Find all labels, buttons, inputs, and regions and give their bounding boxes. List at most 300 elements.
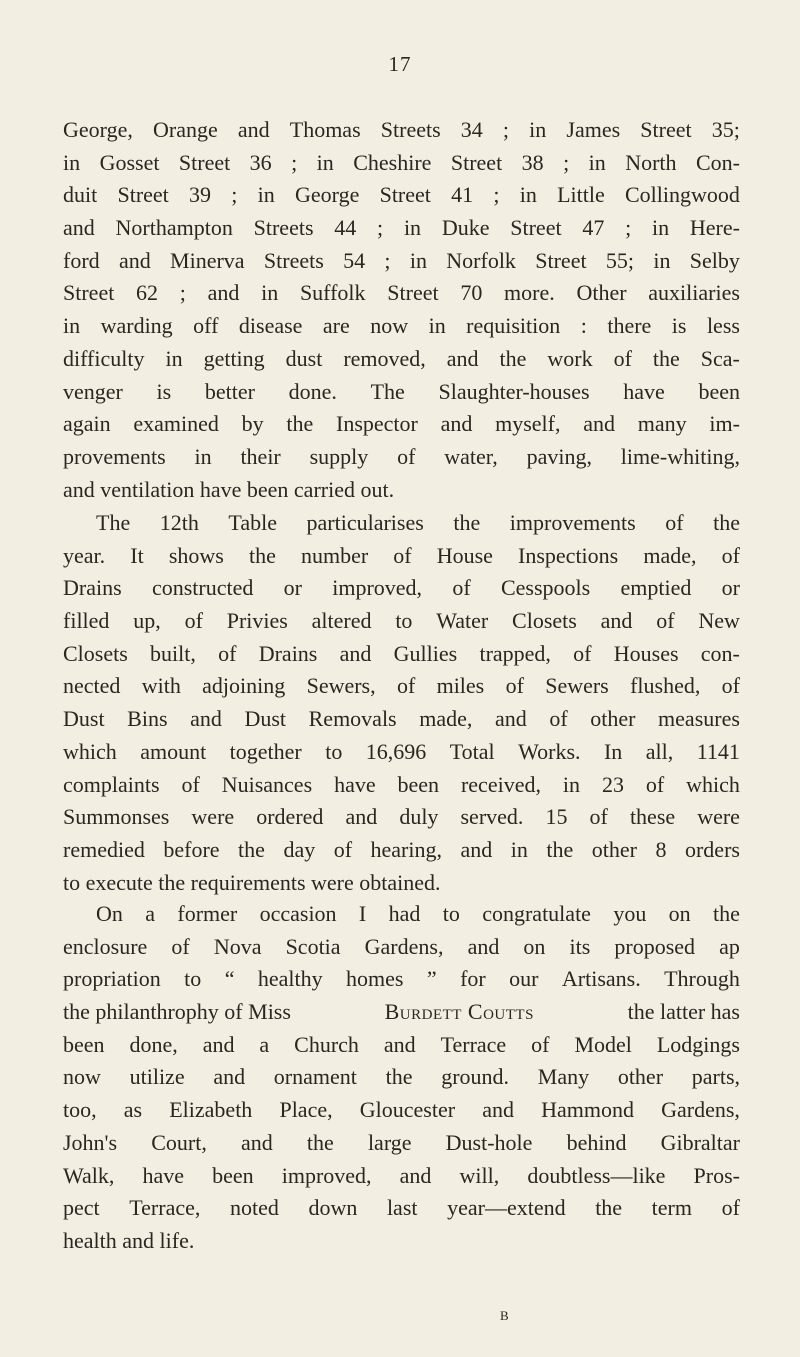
text-line [63, 572, 740, 605]
word: in [63, 313, 81, 339]
word: healthy [257, 966, 323, 992]
word: North [625, 149, 677, 175]
word: constructed [151, 575, 254, 601]
paragraph-2 [63, 507, 740, 899]
word: have [334, 771, 376, 797]
word: in [562, 771, 581, 797]
word: Summonses [63, 804, 170, 830]
word: proposed [614, 933, 696, 959]
word: of [171, 933, 190, 959]
word: the [286, 411, 314, 437]
word: now [370, 313, 409, 339]
word: on [523, 933, 546, 959]
word: other [590, 706, 636, 732]
word: the [248, 542, 276, 568]
word: term [651, 1195, 692, 1221]
text-line [63, 310, 740, 343]
word: Gardens, [661, 1097, 740, 1123]
word: Gullies [393, 640, 458, 666]
word: ” [426, 966, 437, 992]
word: in [428, 313, 446, 339]
word: in [529, 117, 547, 142]
text-line [63, 963, 740, 996]
text-line: health and life. [63, 1227, 195, 1253]
text-line [63, 343, 740, 376]
word: been [698, 378, 740, 404]
word: I [358, 901, 367, 926]
word: been [397, 771, 440, 797]
word: paving, [526, 443, 592, 469]
word: Little [557, 182, 605, 208]
word: Streets [253, 215, 314, 241]
word: New [698, 608, 740, 634]
word: In [603, 738, 623, 764]
word: George [294, 182, 360, 208]
text-line [63, 212, 740, 245]
word: to [325, 738, 343, 764]
word: is [671, 313, 687, 339]
word: duit [63, 182, 98, 208]
text-line [63, 1127, 740, 1160]
word: difficulty [63, 345, 145, 371]
word: in [510, 836, 528, 862]
text-line [63, 703, 740, 736]
word: of [218, 640, 237, 666]
word: Table [228, 510, 277, 535]
word: in [194, 443, 212, 469]
word: congratulate [482, 901, 591, 926]
text-line: and ventilation have been carried out. [63, 476, 395, 502]
word: in [519, 182, 537, 208]
word: Bins [127, 706, 168, 732]
word: homes [346, 966, 404, 992]
word: in [652, 215, 670, 241]
word: to [395, 608, 413, 634]
word: occasion [259, 901, 337, 926]
word: on [668, 901, 691, 926]
word: in [403, 215, 422, 241]
word: ; [384, 247, 391, 273]
word: you [613, 901, 647, 926]
word: by [241, 411, 264, 437]
word: and [213, 1064, 246, 1090]
word: Dust-hole [445, 1129, 533, 1155]
word: up, [133, 608, 161, 634]
word: work [547, 345, 593, 371]
word: Sca- [700, 345, 740, 371]
word: were [191, 804, 235, 830]
word: dust [285, 345, 323, 371]
text-line [63, 277, 740, 310]
word: Cheshire [353, 149, 432, 175]
word: other [591, 836, 637, 862]
word: Terrace, [129, 1195, 201, 1221]
word: 16,696 [365, 738, 427, 764]
word: of [721, 1195, 740, 1221]
word: behind [566, 1129, 627, 1155]
word: the [595, 1195, 623, 1221]
word: Houses [613, 640, 679, 666]
word: received, [460, 771, 541, 797]
text-line [63, 408, 740, 441]
word: lime-whiting, [620, 443, 740, 469]
word: of [589, 804, 608, 830]
word: together [229, 738, 302, 764]
word: of [721, 673, 740, 699]
word: pect [63, 1195, 100, 1221]
word: and [339, 640, 372, 666]
word: particularises [306, 510, 424, 535]
word: the [546, 836, 574, 862]
word: a [259, 1031, 270, 1057]
word: Gloucester [359, 1097, 456, 1123]
word: noted [229, 1195, 279, 1221]
word: made, [643, 542, 697, 568]
word: provements [63, 443, 166, 469]
word: Total [449, 738, 495, 764]
word: Streets [380, 117, 441, 142]
word: remedied [63, 836, 145, 862]
word: Street [63, 280, 115, 306]
word: former [177, 901, 238, 926]
word: Slaughter-houses [438, 378, 590, 404]
word: ; [563, 149, 570, 175]
word: filled [63, 608, 110, 634]
word: in [257, 182, 275, 208]
word: our [509, 966, 539, 992]
word: 62 [136, 280, 159, 306]
word: in [165, 345, 183, 371]
word: 36 [249, 149, 272, 175]
word: Terrace [440, 1031, 507, 1057]
word: Nova [213, 933, 262, 959]
word: 8 [655, 836, 667, 862]
word: 23 [601, 771, 624, 797]
text-line [63, 245, 740, 278]
word: im- [709, 411, 740, 437]
word: duly [399, 804, 439, 830]
word: year. [63, 542, 106, 568]
word: 35; [711, 117, 740, 142]
word: been [63, 1031, 105, 1057]
word: of [397, 443, 416, 469]
word: Dust [244, 706, 287, 732]
word: “ [224, 966, 235, 992]
word: of [333, 836, 353, 862]
word: Other [576, 280, 627, 306]
word: now [63, 1064, 101, 1090]
word: the [652, 345, 680, 371]
word: Orange [152, 117, 218, 142]
word: of [656, 608, 675, 634]
word: and [440, 411, 473, 437]
word: Streets [263, 247, 324, 273]
text-line [63, 736, 740, 769]
word: ; [502, 117, 510, 142]
word: House [436, 542, 493, 568]
word: ordered [256, 804, 324, 830]
word: in [63, 149, 81, 175]
word: 12th [159, 510, 199, 535]
word: which [63, 738, 117, 764]
text-line: to execute the requirements were obtained. [63, 869, 441, 895]
word: number [300, 542, 369, 568]
word: Thomas [289, 117, 361, 142]
word: as [123, 1097, 143, 1123]
word: in [653, 247, 671, 273]
word: Northampton [115, 215, 233, 241]
word: more. [504, 280, 555, 306]
word: the [499, 345, 527, 371]
word: emptied [620, 575, 692, 601]
word: are [322, 313, 350, 339]
word: of [184, 608, 203, 634]
word: Con- [695, 149, 740, 175]
word: amount [140, 738, 207, 764]
word: disease [238, 313, 303, 339]
word: 41 [451, 182, 474, 208]
word: improved, [281, 1162, 372, 1188]
word: done, [129, 1031, 178, 1057]
word: 54 [343, 247, 366, 273]
word: Sewers, [306, 673, 376, 699]
page-number: 17 [388, 52, 412, 76]
word: Walk, [63, 1162, 115, 1188]
word: utilize [129, 1064, 185, 1090]
word: Removals [308, 706, 397, 732]
word: year—extend [447, 1195, 566, 1221]
word: will, [459, 1162, 500, 1188]
word: their [240, 443, 281, 469]
word: Norfolk [446, 247, 516, 273]
word: examined [133, 411, 219, 437]
text-line [63, 605, 740, 638]
word: in [261, 280, 279, 306]
word: ; [625, 215, 632, 241]
word: its [569, 933, 591, 959]
word: of [721, 542, 740, 568]
paragraph-1 [63, 114, 740, 506]
text-line [63, 114, 740, 147]
word: warding [100, 313, 173, 339]
word: Collingwood [624, 182, 740, 208]
word: Drains [63, 575, 122, 601]
word: of [531, 1031, 550, 1057]
word: with [141, 673, 181, 699]
word: getting [203, 345, 265, 371]
word: removed, [343, 345, 426, 371]
word: 1141 [696, 738, 740, 764]
word: flushed, [630, 673, 701, 699]
word: day [283, 836, 316, 862]
person-name: Burdett Coutts [384, 999, 534, 1025]
word: of [573, 640, 592, 666]
word: many [637, 411, 687, 437]
word: were [697, 804, 740, 830]
word: supply [309, 443, 369, 469]
word: and [345, 804, 378, 830]
text-line [63, 1029, 740, 1062]
word: doubtless—like [527, 1162, 666, 1188]
word: Gibraltar [660, 1129, 740, 1155]
word: Court, [151, 1129, 207, 1155]
word: Drains [258, 640, 318, 666]
word: the [238, 836, 265, 862]
word: which [686, 771, 740, 797]
word: and [202, 1031, 235, 1057]
word: down [308, 1195, 358, 1221]
word: these [629, 804, 676, 830]
word: miles [436, 673, 485, 699]
word: adjoining [202, 673, 286, 699]
signature-mark: B [500, 1308, 510, 1323]
word: of [645, 771, 665, 797]
word: Artisans. [561, 966, 641, 992]
word: made, [419, 706, 473, 732]
word: 38 [521, 149, 544, 175]
word: Duke [441, 215, 490, 241]
word: and [63, 215, 95, 241]
word: The [370, 378, 405, 404]
text-line [63, 670, 740, 703]
word: Gosset [99, 149, 160, 175]
word: ; [291, 149, 298, 175]
text-line [63, 376, 740, 409]
word: 44 [334, 215, 357, 241]
word: or [721, 575, 740, 601]
word: Scotia [285, 933, 341, 959]
word: the [713, 901, 740, 926]
word: ; [231, 182, 238, 208]
word: Here- [689, 215, 740, 241]
word: The [96, 510, 131, 535]
word: Elizabeth [169, 1097, 253, 1123]
word: Through [664, 966, 740, 992]
word: : [580, 313, 587, 339]
word: and [383, 1031, 416, 1057]
word: too, [63, 1097, 97, 1123]
word: and [241, 1129, 273, 1155]
line-start: the philanthrophy of Miss [63, 999, 291, 1025]
word: ornament [273, 1064, 357, 1090]
word: Water [436, 608, 489, 634]
text-line-with-name [63, 996, 740, 1029]
word: Church [294, 1031, 359, 1057]
word: Street [510, 215, 562, 241]
word: myself, [495, 411, 561, 437]
word: Works. [518, 738, 581, 764]
word: in [588, 149, 606, 175]
word: Lodgings [656, 1031, 740, 1057]
word: and [467, 933, 500, 959]
word: Street [379, 182, 431, 208]
word: of [665, 510, 684, 535]
word: improved, [332, 575, 423, 601]
text-line [63, 834, 740, 867]
word: and [600, 608, 633, 634]
text-line [63, 1192, 740, 1225]
word: Cesspools [500, 575, 591, 601]
word: 47 [582, 215, 605, 241]
word: in [316, 149, 334, 175]
word: 55; [605, 247, 635, 273]
word: again [63, 411, 111, 437]
word: Model [574, 1031, 632, 1057]
word: shows [168, 542, 224, 568]
word: Dust [63, 706, 105, 732]
text-line [63, 540, 740, 573]
word: for [460, 966, 486, 992]
word: It [130, 542, 144, 568]
word: Many [537, 1064, 590, 1090]
word: On [96, 901, 123, 926]
word: complaints [63, 771, 160, 797]
text-line [63, 1094, 740, 1127]
word: Gardens, [364, 933, 444, 959]
word: before [163, 836, 220, 862]
word: enclosure [63, 933, 148, 959]
text-line [63, 441, 740, 474]
word: all, [645, 738, 674, 764]
word: in [409, 247, 427, 273]
word: Closets [512, 608, 577, 634]
word: John's [63, 1129, 118, 1155]
word: done. [288, 378, 337, 404]
text-line [63, 898, 740, 931]
word: orders [684, 836, 740, 862]
word: and [207, 280, 240, 306]
word: Street [117, 182, 169, 208]
word: Nuisances [221, 771, 313, 797]
word: the [453, 510, 481, 535]
word: 15 [545, 804, 568, 830]
word: auxiliaries [648, 280, 740, 306]
word: Street [535, 247, 587, 273]
word: of [396, 673, 416, 699]
word: Pros- [693, 1162, 740, 1188]
word: Suffolk [299, 280, 366, 306]
word: 70 [460, 280, 483, 306]
word: Closets [63, 640, 128, 666]
word: and [482, 1097, 514, 1123]
word: Hammond [541, 1097, 634, 1123]
word: Inspector [336, 411, 418, 437]
word: is [156, 378, 172, 404]
word: to [442, 901, 460, 926]
word: George, [63, 117, 133, 142]
word: 34 [460, 117, 483, 142]
word: Minerva [170, 247, 245, 273]
word: ap [719, 933, 740, 959]
text-line [63, 638, 740, 671]
word: 39 [189, 182, 212, 208]
word: ford [63, 247, 100, 273]
word: trapped, [479, 640, 551, 666]
word: other [617, 1064, 664, 1090]
word: and [583, 411, 615, 437]
text-line [63, 1061, 740, 1094]
word: Inspections [518, 542, 619, 568]
word: better [204, 378, 255, 404]
word: and [399, 1162, 432, 1188]
word: last [386, 1195, 418, 1221]
word: the [385, 1064, 413, 1090]
word: Street [178, 149, 231, 175]
line-end: the latter has [627, 999, 740, 1025]
word: ; [493, 182, 500, 208]
word: and [494, 706, 527, 732]
word: propriation [63, 966, 161, 992]
